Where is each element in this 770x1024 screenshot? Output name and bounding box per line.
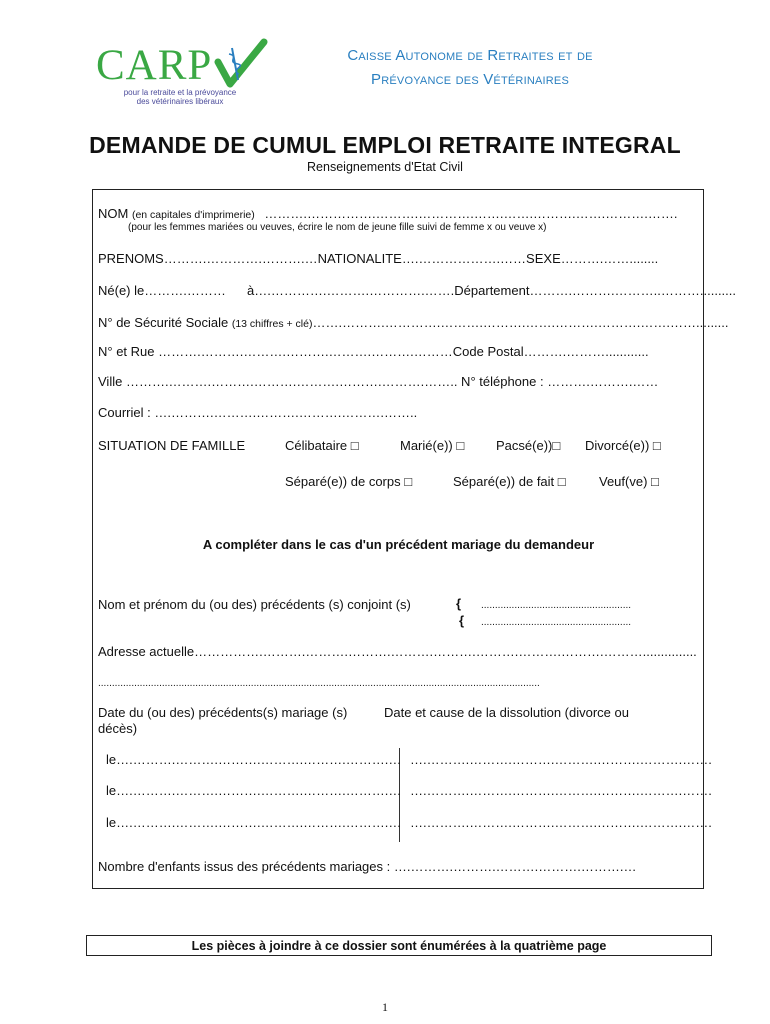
- nom-dots: ……….…………….……….………….…….…….……….…….……….…….: [264, 206, 678, 221]
- carp-logo: [96, 38, 266, 108]
- org-line-1: Caisse Autonome de Retraites et de: [347, 47, 593, 64]
- page-number: 1: [382, 1000, 388, 1014]
- social-security-field[interactable]: [98, 315, 729, 330]
- prenoms-nationalite-sexe-field[interactable]: PRENOMS……….………….……….…NATIONALITE….……………….……SEXE……….……........: [98, 251, 659, 266]
- nom-hint: (en capitales d'imprimerie): [131, 209, 255, 221]
- logo-text: CARP: [96, 42, 213, 89]
- previous-marriage-heading: A compléter dans le cas d'un précédent mariage du demandeur: [202, 537, 595, 552]
- checkbox-divorce[interactable]: Divorcé(e)) □: [585, 438, 661, 453]
- nom-field[interactable]: [98, 206, 678, 221]
- previous-spouse-field-2[interactable]: ......................................................: [481, 617, 632, 628]
- dissolution-field-2[interactable]: ….……….……….……….……….……….……….…….: [410, 783, 712, 798]
- dissolution-field-1[interactable]: ….……….……….……….……….……….……….…….: [410, 752, 712, 767]
- street-postal-code-field[interactable]: N° et Rue ……….……….……….……….……….……….………Code Postal……….………............: [98, 344, 649, 359]
- brace-1: {: [456, 596, 462, 611]
- organization-name: [300, 44, 640, 92]
- nom-label: NOM: [98, 206, 129, 221]
- family-situation-label: SITUATION DE FAMILLE: [98, 438, 246, 453]
- checkbox-separe-fait[interactable]: Séparé(e)) de fait □: [453, 474, 566, 489]
- brace-2: {: [459, 613, 465, 628]
- current-address-field[interactable]: Adresse actuelle…………….……….……….……….……….……….……….……….……….………...............: [98, 644, 697, 659]
- checkbox-veuf[interactable]: Veuf(ve) □: [599, 474, 659, 489]
- logo-tagline: [120, 88, 240, 106]
- previous-marriage-date-label: Date du (ou des) précédents(s) mariage (s): [98, 705, 348, 720]
- logo-tagline-2: des vétérinaires libéraux: [136, 97, 224, 106]
- email-field[interactable]: Courriel : ….……….……….……….……….……….……..: [98, 405, 418, 420]
- page-title: DEMANDE DE CUMUL EMPLOI RETRAITE INTEGRAL: [89, 132, 681, 158]
- dissolution-date-cause-label: Date et cause de la dissolution (divorce ou: [384, 705, 629, 720]
- birth-date-field[interactable]: Né(e) le……….………: [98, 283, 226, 298]
- deces-label: décès): [98, 721, 138, 736]
- children-count-field[interactable]: Nombre d'enfants issus des précédents mariages : ….……….……….……….……….……….…: [98, 859, 637, 874]
- logo-tagline-1: pour la retraite et la prévoyance: [123, 88, 237, 97]
- secu-hint: (13 chiffres + clé): [231, 318, 313, 330]
- previous-spouse-field-1[interactable]: ......................................................: [481, 600, 632, 611]
- marriage-date-field-2[interactable]: le….……….……….……….……….……….……….…: [106, 783, 402, 798]
- page-subtitle: Renseignements d'Etat Civil: [307, 160, 463, 174]
- caduceus-check-icon: [212, 38, 268, 94]
- secu-label: N° de Sécurité Sociale: [98, 315, 229, 330]
- current-address-line-2[interactable]: ...............................................................................................................................................................: [98, 678, 540, 689]
- org-line-2: Prévoyance des Vétérinaires: [371, 71, 569, 88]
- checkbox-marie[interactable]: Marié(e)) □: [400, 438, 465, 453]
- marriage-date-field-1[interactable]: le….……….……….……….……….……….……….…: [106, 752, 402, 767]
- checkbox-pacse[interactable]: Pacsé(e))□: [496, 438, 561, 453]
- attachments-note: Les pièces à joindre à ce dossier sont énumérées à la quatrième page: [86, 935, 712, 956]
- secu-dots: …….……….………….……….……….…….……….……….…….…….........: [312, 315, 729, 330]
- city-phone-field[interactable]: Ville ……….……….……….……….……….……….……….…….. N° téléphone : ……….……….……: [98, 374, 659, 389]
- birth-place-department-field[interactable]: à….………….……….………….…….Département……….……….………..………..........: [247, 283, 737, 298]
- checkbox-separe-corps[interactable]: Séparé(e)) de corps □: [285, 474, 413, 489]
- previous-spouse-label: Nom et prénom du (ou des) précédents (s) conjoint (s): [98, 597, 411, 612]
- nom-note: (pour les femmes mariées ou veuves, écrire le nom de jeune fille suivi de femme x ou veuve x): [128, 222, 547, 233]
- checkbox-celibataire[interactable]: Célibataire □: [285, 438, 359, 453]
- marriage-date-field-3[interactable]: le….……….……….……….……….……….……….…: [106, 815, 402, 830]
- dissolution-field-3[interactable]: ….……….……….……….……….……….……….…….: [410, 815, 712, 830]
